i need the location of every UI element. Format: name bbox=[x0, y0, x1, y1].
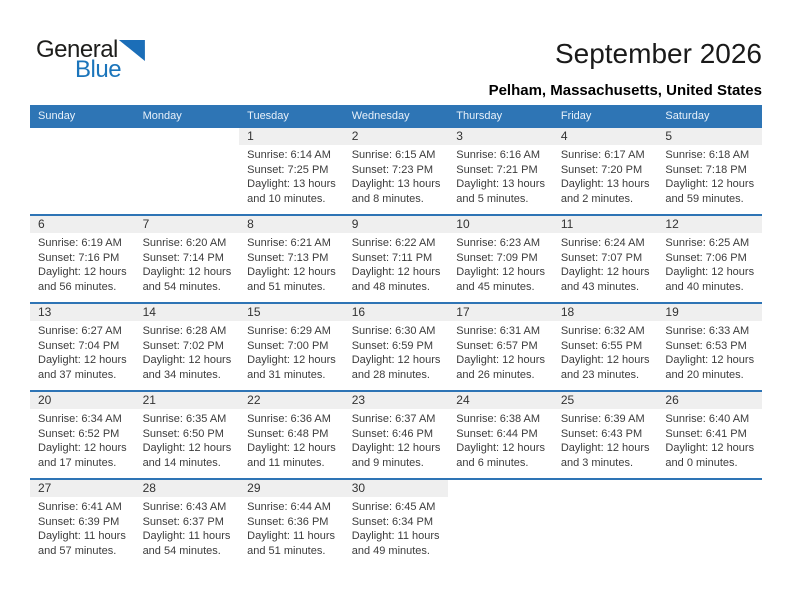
daylight-text: Daylight: 12 hours and 9 minutes. bbox=[351, 442, 441, 469]
day-number: 3 bbox=[448, 128, 553, 145]
logo bbox=[36, 38, 145, 82]
day-number: 19 bbox=[657, 304, 762, 321]
daylight-text: Daylight: 11 hours and 49 minutes. bbox=[351, 530, 440, 557]
daylight-text: Daylight: 13 hours and 10 minutes. bbox=[247, 178, 336, 205]
day-cell-9 bbox=[344, 216, 449, 302]
day-cell-5 bbox=[657, 128, 762, 214]
day-info bbox=[657, 409, 762, 470]
daylight-text: Daylight: 12 hours and 45 minutes. bbox=[456, 266, 545, 293]
daylight-text: Daylight: 12 hours and 51 minutes. bbox=[247, 266, 336, 293]
daylight-text: Daylight: 12 hours and 34 minutes. bbox=[142, 354, 232, 381]
day-number: 13 bbox=[30, 304, 135, 321]
sunset-text: Sunset: 7:18 PM bbox=[665, 163, 747, 176]
day-info bbox=[30, 409, 135, 470]
sunset-text: Sunset: 6:46 PM bbox=[351, 427, 434, 440]
sunset-text: Sunset: 7:09 PM bbox=[456, 251, 538, 264]
day-cell-empty bbox=[657, 480, 762, 566]
day-number: 7 bbox=[135, 216, 240, 233]
sunrise-text: Sunrise: 6:37 AM bbox=[351, 413, 436, 425]
sunset-text: Sunset: 7:02 PM bbox=[142, 339, 224, 352]
day-info bbox=[239, 497, 344, 558]
daylight-text: Daylight: 12 hours and 11 minutes. bbox=[247, 442, 336, 469]
sunset-text: Sunset: 6:57 PM bbox=[456, 339, 538, 352]
daylight-text: Daylight: 12 hours and 26 minutes. bbox=[456, 354, 545, 381]
weekday-header-row bbox=[30, 105, 762, 126]
sunrise-text: Sunrise: 6:45 AM bbox=[351, 501, 436, 513]
day-info bbox=[657, 233, 762, 294]
day-number: 12 bbox=[657, 216, 762, 233]
day-info bbox=[135, 321, 240, 382]
sunset-text: Sunset: 7:11 PM bbox=[351, 251, 433, 264]
day-cell-25 bbox=[553, 392, 658, 478]
day-cell-27 bbox=[30, 480, 135, 566]
day-cell-14 bbox=[135, 304, 240, 390]
sunrise-text: Sunrise: 6:38 AM bbox=[456, 413, 541, 425]
day-cell-3 bbox=[448, 128, 553, 214]
day-info bbox=[239, 145, 344, 206]
sunset-text: Sunset: 7:04 PM bbox=[38, 339, 120, 352]
daylight-text: Daylight: 11 hours and 57 minutes. bbox=[38, 530, 126, 557]
day-cell-29 bbox=[239, 480, 344, 566]
day-number: 24 bbox=[448, 392, 553, 409]
day-number: 27 bbox=[30, 480, 135, 497]
day-info bbox=[239, 233, 344, 294]
day-info bbox=[448, 321, 553, 382]
day-info bbox=[135, 233, 240, 294]
sunset-text: Sunset: 7:07 PM bbox=[560, 251, 643, 264]
day-info bbox=[553, 409, 658, 470]
day-info bbox=[553, 145, 658, 206]
sunrise-text: Sunrise: 6:21 AM bbox=[247, 237, 331, 249]
sunset-text: Sunset: 7:25 PM bbox=[247, 163, 329, 176]
sunrise-text: Sunrise: 6:44 AM bbox=[247, 501, 331, 513]
daylight-text: Daylight: 12 hours and 28 minutes. bbox=[351, 354, 441, 381]
day-info bbox=[30, 321, 135, 382]
day-info bbox=[239, 321, 344, 382]
sunset-text: Sunset: 6:34 PM bbox=[351, 515, 434, 528]
day-number: 20 bbox=[30, 392, 135, 409]
day-number: 2 bbox=[344, 128, 449, 145]
daylight-text: Daylight: 12 hours and 0 minutes. bbox=[665, 442, 755, 469]
sunset-text: Sunset: 7:14 PM bbox=[142, 251, 224, 264]
sunrise-text: Sunrise: 6:41 AM bbox=[38, 501, 122, 513]
day-info bbox=[239, 409, 344, 470]
day-cell-8 bbox=[239, 216, 344, 302]
day-cell-23 bbox=[344, 392, 449, 478]
sunrise-text: Sunrise: 6:39 AM bbox=[560, 413, 645, 425]
day-info bbox=[553, 233, 658, 294]
sunrise-text: Sunrise: 6:14 AM bbox=[247, 149, 331, 161]
sunset-text: Sunset: 6:59 PM bbox=[351, 339, 434, 352]
sunset-text: Sunset: 6:36 PM bbox=[247, 515, 329, 528]
sunrise-text: Sunrise: 6:22 AM bbox=[351, 237, 436, 249]
day-cell-empty bbox=[135, 128, 240, 214]
day-info bbox=[135, 409, 240, 470]
sunset-text: Sunset: 6:39 PM bbox=[38, 515, 120, 528]
daylight-text: Daylight: 12 hours and 54 minutes. bbox=[142, 266, 232, 293]
day-number: 22 bbox=[239, 392, 344, 409]
day-number: 14 bbox=[135, 304, 240, 321]
day-cell-30 bbox=[344, 480, 449, 566]
week-row bbox=[30, 214, 762, 302]
sunset-text: Sunset: 6:44 PM bbox=[456, 427, 538, 440]
day-number: 23 bbox=[344, 392, 449, 409]
sunset-text: Sunset: 6:53 PM bbox=[665, 339, 747, 352]
sunrise-text: Sunrise: 6:36 AM bbox=[247, 413, 331, 425]
daylight-text: Daylight: 12 hours and 6 minutes. bbox=[456, 442, 545, 469]
day-number: 21 bbox=[135, 392, 240, 409]
day-number: 6 bbox=[30, 216, 135, 233]
sunset-text: Sunset: 7:23 PM bbox=[351, 163, 434, 176]
daylight-text: Daylight: 13 hours and 8 minutes. bbox=[351, 178, 441, 205]
weekday-header-monday: Monday bbox=[142, 109, 182, 122]
daylight-text: Daylight: 12 hours and 37 minutes. bbox=[38, 354, 127, 381]
day-number: 9 bbox=[344, 216, 449, 233]
weekday-header-thursday: Thursday bbox=[456, 109, 503, 122]
day-cell-20 bbox=[30, 392, 135, 478]
weekday-header-wednesday: Wednesday bbox=[351, 109, 410, 122]
sunrise-text: Sunrise: 6:24 AM bbox=[560, 237, 645, 249]
day-cell-10 bbox=[448, 216, 553, 302]
sunset-text: Sunset: 6:55 PM bbox=[560, 339, 643, 352]
sunrise-text: Sunrise: 6:35 AM bbox=[142, 413, 227, 425]
daylight-text: Daylight: 12 hours and 14 minutes. bbox=[142, 442, 232, 469]
day-info bbox=[344, 497, 449, 558]
daylight-text: Daylight: 12 hours and 23 minutes. bbox=[560, 354, 650, 381]
logo-text-blue: Blue bbox=[75, 56, 122, 83]
day-number: 30 bbox=[344, 480, 449, 497]
day-cell-11 bbox=[553, 216, 658, 302]
sunset-text: Sunset: 7:13 PM bbox=[247, 251, 329, 264]
day-number: 25 bbox=[553, 392, 658, 409]
day-info bbox=[344, 145, 449, 206]
sunset-text: Sunset: 6:48 PM bbox=[247, 427, 329, 440]
sunrise-text: Sunrise: 6:15 AM bbox=[351, 149, 436, 161]
sunrise-text: Sunrise: 6:20 AM bbox=[142, 237, 227, 249]
daylight-text: Daylight: 13 hours and 5 minutes. bbox=[456, 178, 545, 205]
day-number: 15 bbox=[239, 304, 344, 321]
sunrise-text: Sunrise: 6:19 AM bbox=[38, 237, 122, 249]
weekday-header-tuesday: Tuesday bbox=[247, 109, 289, 122]
day-number: 29 bbox=[239, 480, 344, 497]
daylight-text: Daylight: 12 hours and 48 minutes. bbox=[351, 266, 441, 293]
sunrise-text: Sunrise: 6:18 AM bbox=[665, 149, 750, 161]
day-cell-empty bbox=[30, 128, 135, 214]
day-info bbox=[344, 409, 449, 470]
daylight-text: Daylight: 12 hours and 56 minutes. bbox=[38, 266, 127, 293]
daylight-text: Daylight: 12 hours and 59 minutes. bbox=[665, 178, 755, 205]
day-info bbox=[30, 233, 135, 294]
sunset-text: Sunset: 7:00 PM bbox=[247, 339, 329, 352]
day-number: 8 bbox=[239, 216, 344, 233]
sunrise-text: Sunrise: 6:29 AM bbox=[247, 325, 331, 337]
day-info bbox=[657, 145, 762, 206]
logo-text-general: General bbox=[36, 36, 118, 63]
day-cell-4 bbox=[553, 128, 658, 214]
day-info bbox=[657, 321, 762, 382]
title-block bbox=[489, 38, 762, 99]
day-cell-24 bbox=[448, 392, 553, 478]
daylight-text: Daylight: 11 hours and 51 minutes. bbox=[247, 530, 335, 557]
sunrise-text: Sunrise: 6:33 AM bbox=[665, 325, 750, 337]
day-info bbox=[448, 233, 553, 294]
sunset-text: Sunset: 7:20 PM bbox=[560, 163, 643, 176]
week-row bbox=[30, 126, 762, 214]
day-cell-12 bbox=[657, 216, 762, 302]
daylight-text: Daylight: 13 hours and 2 minutes. bbox=[560, 178, 650, 205]
day-number: 26 bbox=[657, 392, 762, 409]
day-number: 4 bbox=[553, 128, 658, 145]
day-info bbox=[344, 321, 449, 382]
daylight-text: Daylight: 12 hours and 31 minutes. bbox=[247, 354, 336, 381]
sunrise-text: Sunrise: 6:27 AM bbox=[38, 325, 122, 337]
sunrise-text: Sunrise: 6:28 AM bbox=[142, 325, 227, 337]
day-cell-18 bbox=[553, 304, 658, 390]
weekday-header-friday: Friday bbox=[560, 109, 592, 122]
day-cell-empty bbox=[448, 480, 553, 566]
sunrise-text: Sunrise: 6:17 AM bbox=[560, 149, 645, 161]
day-info bbox=[30, 497, 135, 558]
sunset-text: Sunset: 6:41 PM bbox=[665, 427, 747, 440]
weekday-header-sunday: Sunday bbox=[38, 109, 76, 122]
day-number: 28 bbox=[135, 480, 240, 497]
daylight-text: Daylight: 12 hours and 20 minutes. bbox=[665, 354, 755, 381]
day-cell-1 bbox=[239, 128, 344, 214]
day-number: 1 bbox=[239, 128, 344, 145]
calendar-table bbox=[30, 105, 762, 566]
day-number: 11 bbox=[553, 216, 658, 233]
day-number: 16 bbox=[344, 304, 449, 321]
calendar-grid bbox=[30, 126, 762, 566]
day-cell-28 bbox=[135, 480, 240, 566]
day-cell-empty bbox=[553, 480, 658, 566]
day-cell-16 bbox=[344, 304, 449, 390]
day-cell-15 bbox=[239, 304, 344, 390]
sunrise-text: Sunrise: 6:40 AM bbox=[665, 413, 750, 425]
day-cell-22 bbox=[239, 392, 344, 478]
sunrise-text: Sunrise: 6:32 AM bbox=[560, 325, 645, 337]
daylight-text: Daylight: 12 hours and 3 minutes. bbox=[560, 442, 650, 469]
sunset-text: Sunset: 7:21 PM bbox=[456, 163, 538, 176]
day-cell-19 bbox=[657, 304, 762, 390]
day-info bbox=[448, 145, 553, 206]
week-row bbox=[30, 302, 762, 390]
daylight-text: Daylight: 11 hours and 54 minutes. bbox=[142, 530, 231, 557]
day-info bbox=[448, 409, 553, 470]
sunrise-text: Sunrise: 6:30 AM bbox=[351, 325, 436, 337]
day-cell-21 bbox=[135, 392, 240, 478]
daylight-text: Daylight: 12 hours and 40 minutes. bbox=[665, 266, 755, 293]
sunrise-text: Sunrise: 6:43 AM bbox=[142, 501, 227, 513]
sunset-text: Sunset: 6:52 PM bbox=[38, 427, 120, 440]
page-subtitle: Pelham, Massachusetts, United States bbox=[488, 82, 762, 99]
sunrise-text: Sunrise: 6:16 AM bbox=[456, 149, 541, 161]
day-number: 18 bbox=[553, 304, 658, 321]
week-row bbox=[30, 478, 762, 566]
day-cell-7 bbox=[135, 216, 240, 302]
page-title: September 2026 bbox=[554, 38, 762, 69]
sunrise-text: Sunrise: 6:23 AM bbox=[456, 237, 541, 249]
sunrise-text: Sunrise: 6:34 AM bbox=[38, 413, 122, 425]
weekday-header-saturday: Saturday bbox=[665, 109, 710, 122]
week-row bbox=[30, 390, 762, 478]
sunset-text: Sunset: 6:43 PM bbox=[560, 427, 643, 440]
sunset-text: Sunset: 6:37 PM bbox=[142, 515, 224, 528]
sunrise-text: Sunrise: 6:25 AM bbox=[665, 237, 750, 249]
day-number: 5 bbox=[657, 128, 762, 145]
day-info bbox=[135, 497, 240, 558]
day-cell-17 bbox=[448, 304, 553, 390]
day-number: 10 bbox=[448, 216, 553, 233]
day-cell-13 bbox=[30, 304, 135, 390]
day-info bbox=[344, 233, 449, 294]
day-number: 17 bbox=[448, 304, 553, 321]
sunset-text: Sunset: 6:50 PM bbox=[142, 427, 224, 440]
day-info bbox=[553, 321, 658, 382]
daylight-text: Daylight: 12 hours and 17 minutes. bbox=[38, 442, 127, 469]
day-cell-26 bbox=[657, 392, 762, 478]
sunset-text: Sunset: 7:16 PM bbox=[38, 251, 120, 264]
day-cell-2 bbox=[344, 128, 449, 214]
daylight-text: Daylight: 12 hours and 43 minutes. bbox=[560, 266, 650, 293]
day-cell-6 bbox=[30, 216, 135, 302]
sunrise-text: Sunrise: 6:31 AM bbox=[456, 325, 541, 337]
sunset-text: Sunset: 7:06 PM bbox=[665, 251, 747, 264]
